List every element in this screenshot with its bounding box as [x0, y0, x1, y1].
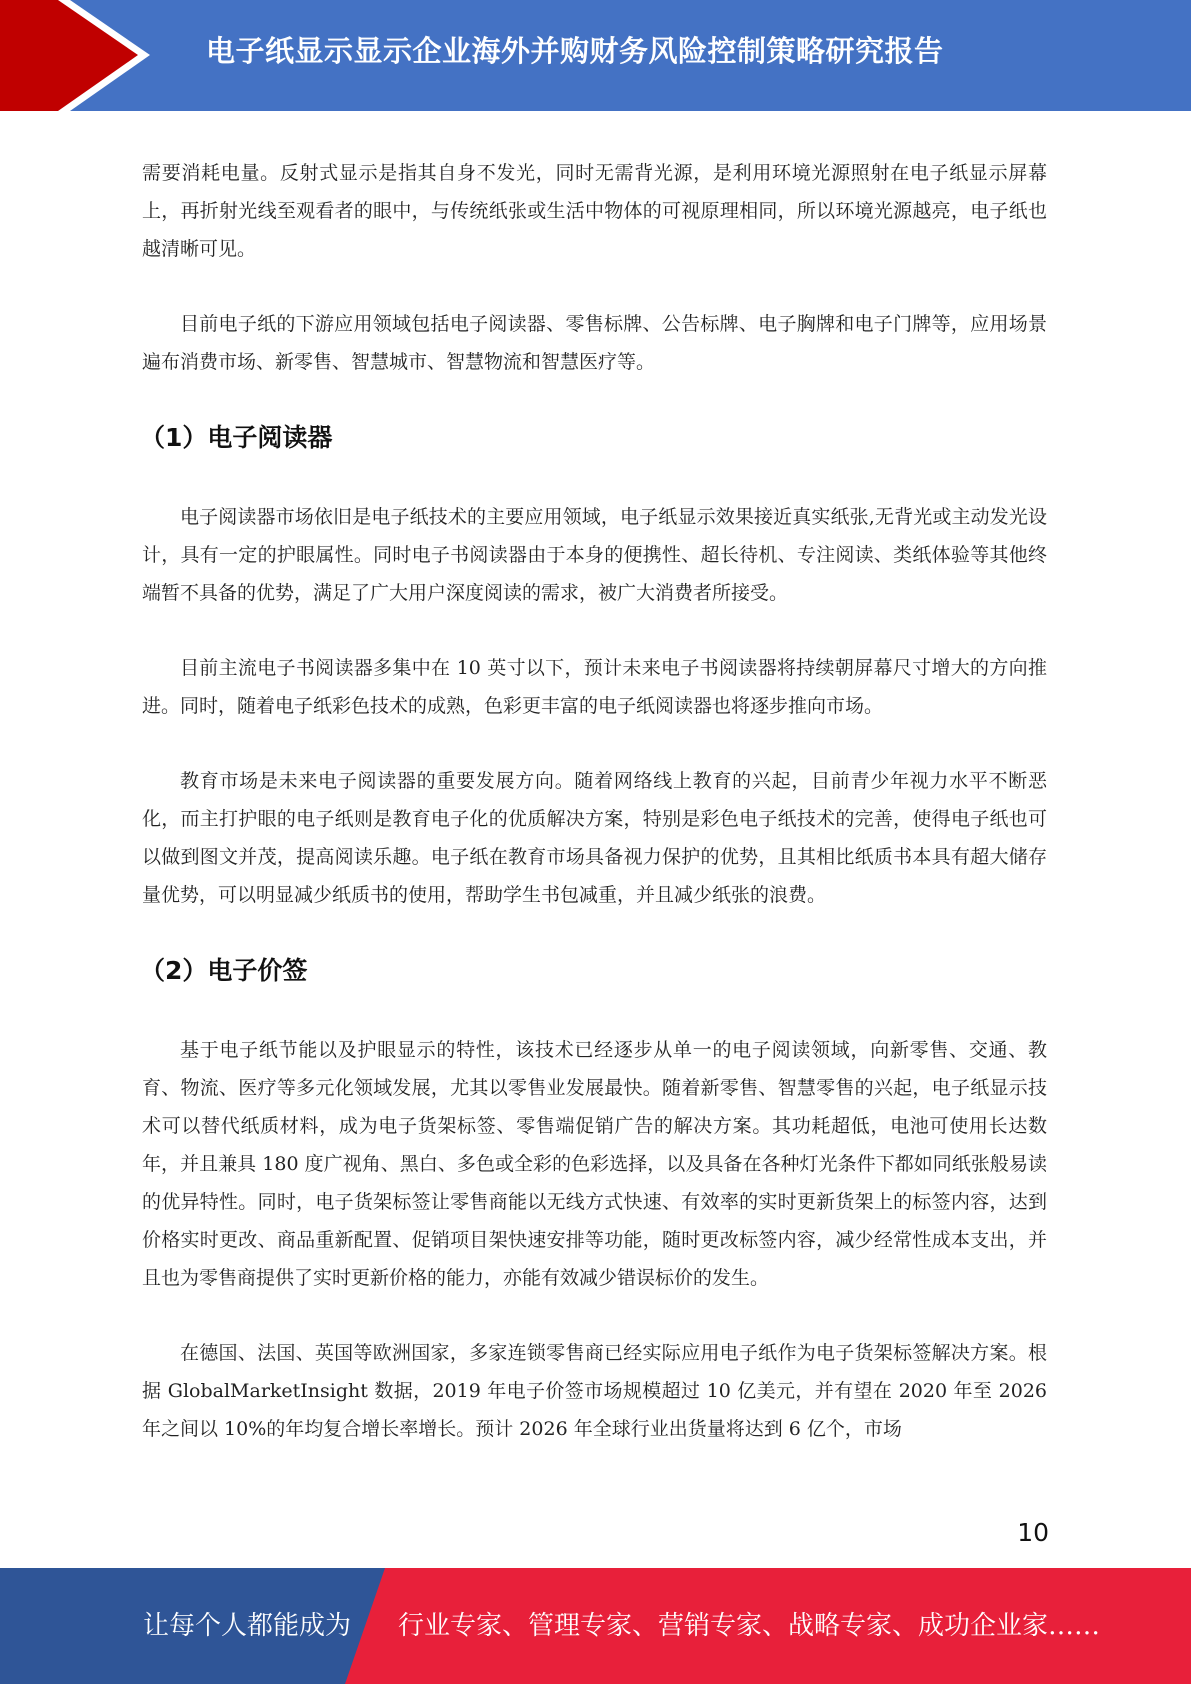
paragraph: 在德国、法国、英国等欧洲国家，多家连锁零售商已经实际应用电子纸作为电子货架标签解决方案。根据 GlobalMarketInsight 数据，2019 年电子价签市场规模超过 10 亿美元，并有望在 2020 年至 2026 年之间以 10%的年均复合增长率增长。预计 2026 年全球行业出货量将达到 6 亿个，市场 — [142, 1342, 1047, 1440]
header-arrow-icon — [0, 0, 160, 111]
section-heading: （2）电子价签 — [140, 956, 308, 985]
document-body — [142, 154, 1047, 1485]
paragraph: 电子阅读器市场依旧是电子纸技术的主要应用领域，电子纸显示效果接近真实纸张,无背光或主动发光设计，具有一定的护眼属性。同时电子书阅读器由于本身的便携性、超长待机、专注阅读、类纸体验等其他终端暂不具备的优势，满足了广大用户深度阅读的需求，被广大消费者所接受。 — [142, 506, 1047, 604]
footer-slogan-left: 让每个人都能成为 — [143, 1611, 352, 1641]
paragraph: 目前主流电子书阅读器多集中在 10 英寸以下，预计未来电子书阅读器将持续朝屏幕尺寸增大的方向推进。同时，随着电子纸彩色技术的成熟，色彩更丰富的电子纸阅读器也将逐步推向市场。 — [142, 657, 1047, 717]
paragraph: 目前电子纸的下游应用领域包括电子阅读器、零售标牌、公告标牌、电子胸牌和电子门牌等，应用场景遍布消费市场、新零售、智慧城市、智慧物流和智慧医疗等。 — [142, 313, 1047, 373]
page-header — [0, 0, 1191, 111]
footer-slogan-right: 行业专家、管理专家、营销专家、战略专家、成功企业家…… — [398, 1611, 1101, 1641]
paragraph: 教育市场是未来电子阅读器的重要发展方向。随着网络线上教育的兴起，目前青少年视力水平不断恶化，而主打护眼的电子纸则是教育电子化的优质解决方案，特别是彩色电子纸技术的完善，使得电子纸也可以做到图文并茂，提高阅读乐趣。电子纸在教育市场具备视力保护的优势，且其相比纸质书本具有超大储存量优势，可以明显减少纸质书的使用，帮助学生书包减重，并且减少纸张的浪费。 — [142, 770, 1047, 906]
page-footer — [0, 1568, 1191, 1684]
page-number: 10 — [1017, 1518, 1049, 1547]
paragraph: 需要消耗电量。反射式显示是指其自身不发光，同时无需背光源，是利用环境光源照射在电子纸显示屏幕上，再折射光线至观看者的眼中，与传统纸张或生活中物体的可视原理相同，所以环境光源越亮，电子纸也越清晰可见。 — [142, 162, 1047, 260]
paragraph: 基于电子纸节能以及护眼显示的特性，该技术已经逐步从单一的电子阅读领域，向新零售、交通、教育、物流、医疗等多元化领域发展，尤其以零售业发展最快。随着新零售、智慧零售的兴起，电子纸显示技术可以替代纸质材料，成为电子货架标签、零售端促销广告的解决方案。其功耗超低，电池可使用长达数年，并且兼具 180 度广视角、黑白、多色或全彩的色彩选择，以及具备在各种灯光条件下都如同纸张般易读的优异特性。同时，电子货架标签让零售商能以无线方式快速、有效率的实时更新货架上的标签内容，达到价格实时更改、商品重新配置、促销项目架快速安排等功能，随时更改标签内容，减少经常性成本支出，并且也为零售商提供了实时更新价格的能力，亦能有效减少错误标价的发生。 — [142, 1039, 1047, 1289]
report-title: 电子纸显示显示企业海外并购财务风险控制策略研究报告 — [206, 34, 944, 68]
section-heading: （1）电子阅读器 — [140, 423, 333, 452]
